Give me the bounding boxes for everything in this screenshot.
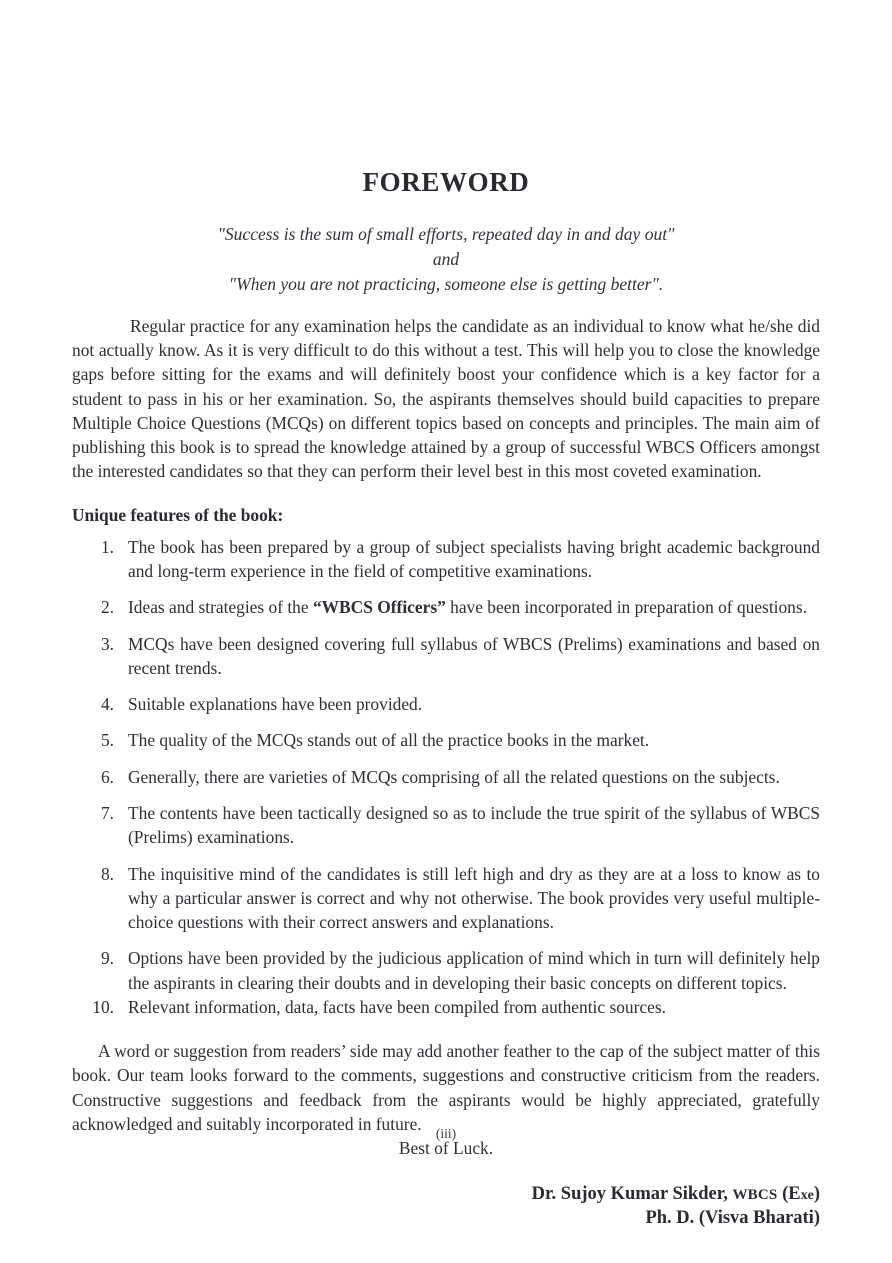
list-item <box>72 595 820 619</box>
list-item-number: 5. <box>100 730 114 751</box>
list-item-text: Generally, there are varieties of MCQs comprising of all the related questions on the subjects. <box>128 766 780 787</box>
page-number: (iii) <box>435 1126 457 1141</box>
list-item-text: Options have been provided by the judicious application of mind which in turn will definitely help the aspirants in clearing their doubts and in developing their basic concepts on different topics. <box>128 948 820 993</box>
signature-name-line <box>72 1182 820 1207</box>
list-item-number: 10. <box>92 996 114 1017</box>
list-item-number: 3. <box>100 633 114 654</box>
list-item-text: The book has been prepared by a group of subject specialists having bright academic background and long-term experience in the field of competitive examinations. <box>128 536 820 581</box>
signature-degree: Ph. D. (Visva Bharati) <box>645 1208 820 1229</box>
page-content <box>72 0 820 1231</box>
intro-paragraph: Regular practice for any examination helps the candidate as an individual to know what he/she did not actually know. As it is very difficult to do this without a test. This will help you to close the knowledge gaps before sitting for the exams and will definitely boost your confidence which is a key factor for a student to pass in his or her examination. So, the aspirants themselves should build capacities to prepare Multiple Choice Questions (MCQs) on different topics based on concepts and principles. The main aim of publishing this book is to spread the knowledge attained by a group of successful WBCS Officers amongst the interested candidates so that they can perform their level best in this most coveted examination. <box>72 315 820 482</box>
list-item-text: Suitable explanations have been provided. <box>128 694 423 715</box>
list-item-text: Relevant information, data, facts have been compiled from authentic sources. <box>128 996 666 1017</box>
list-item <box>72 801 820 850</box>
list-item-text: The inquisitive mind of the candidates is still left high and dry as they are at a loss to know as to why a particular answer is correct and why not otherwise. The book provides very useful multiple-choice questions with their correct answers and explanations. <box>128 863 820 933</box>
list-item-number: 7. <box>100 802 114 823</box>
list-item <box>72 765 820 789</box>
epigraph-line-1: "Success is the sum of small efforts, repeated day in and day out" <box>217 223 675 244</box>
list-item-text: MCQs have been designed covering full syllabus of WBCS (Prelims) examinations and based on recent trends. <box>128 633 820 678</box>
list-item-number: 1. <box>100 536 114 557</box>
signature-designation-paren: (Exe) <box>782 1183 820 1204</box>
list-item <box>72 535 820 584</box>
page-title: FOREWORD <box>362 167 530 197</box>
list-item-number: 6. <box>100 766 114 787</box>
list-item <box>72 995 820 1019</box>
list-item-number: 4. <box>100 694 114 715</box>
epigraph-line-3: "When you are not practicing, someone else is getting better". <box>228 273 664 294</box>
list-item-number: 2. <box>100 597 114 618</box>
list-item <box>72 728 820 752</box>
list-item-text: The quality of the MCQs stands out of all the practice books in the market. <box>128 730 650 751</box>
list-item <box>72 946 820 995</box>
list-item-number: 8. <box>100 863 114 884</box>
epigraph-block <box>72 222 820 297</box>
list-item-text: The contents have been tactically designed so as to include the true spirit of the syllabus of WBCS (Prelims) examinations. <box>128 802 820 848</box>
list-item-bold-phrase: “WBCS Officers” <box>312 597 446 618</box>
list-item-number: 9. <box>100 948 114 969</box>
list-item <box>72 632 820 681</box>
closing-paragraph: A word or suggestion from readers’ side may add another feather to the cap of the subject matter of this book. Our team looks forward to the comments, suggestions and constructive criticism from the readers. Constructive suggestions and feedback from the aspirants would be highly appreciated, gratefully acknowledged and suitably incorporated in future. <box>72 1041 820 1135</box>
list-item-text-after: have been incorporated in preparation of questions. <box>445 597 807 618</box>
signature-designation: WBCS <box>732 1186 778 1203</box>
signature-name: Dr. Sujoy Kumar Sikder, <box>531 1183 728 1204</box>
list-item-text-before: Ideas and strategies of the <box>128 597 313 618</box>
best-of-luck-line: Best of Luck. <box>398 1138 494 1159</box>
epigraph-line-2: and <box>432 248 460 269</box>
signature-block <box>72 1182 820 1231</box>
list-item <box>72 862 820 935</box>
list-item <box>72 692 820 716</box>
features-heading: Unique features of the book: <box>72 504 284 525</box>
features-list <box>72 535 820 1020</box>
